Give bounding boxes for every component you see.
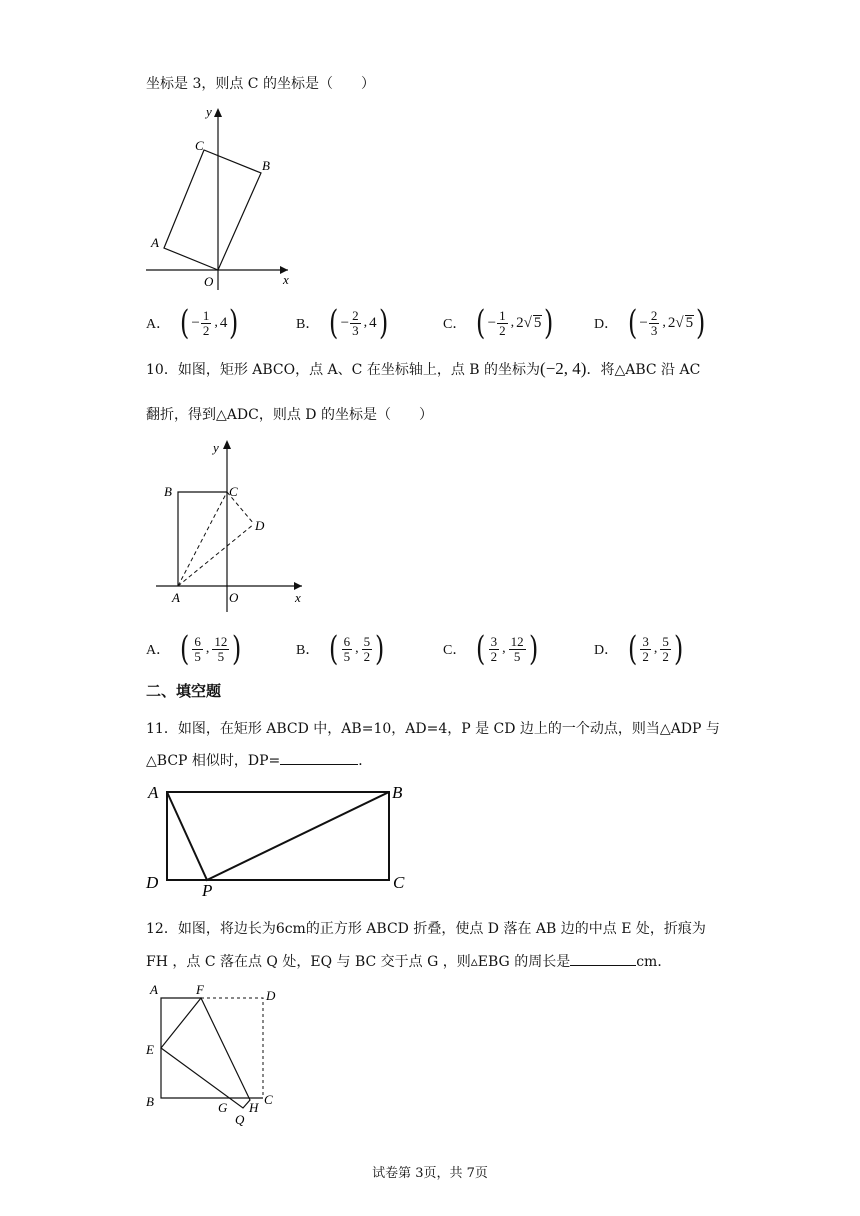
q11-label-a: A [148, 783, 159, 802]
q9-option-c[interactable]: C． ( − $\frac{1}{2}$ , 2 √ 5 ) [443, 303, 554, 343]
q11-answer-blank[interactable] [280, 764, 358, 765]
q9-label-b: B [262, 158, 270, 173]
q11-label-d: D [146, 873, 159, 892]
page-footer: 试卷第 3页，共 7页 [372, 1166, 488, 1181]
q12-label-e: E [146, 1042, 154, 1057]
q9-option-b[interactable]: B． ( − $\frac{2}{3}$ , 4 ) [296, 303, 388, 343]
q9-stem-line: 坐标是 3，则点 C 的坐标是（ ） [146, 76, 375, 92]
q11-label-p: P [202, 881, 213, 900]
q9-label-o: O [204, 274, 214, 289]
q10-option-a[interactable]: A． ( $\frac{6}{5}$ , $\frac{12}{5}$ ) [146, 629, 242, 669]
q10-segment-ad [178, 524, 254, 586]
q9-rectangle [164, 150, 261, 270]
q12-label-h: H [249, 1100, 259, 1115]
q12-label-q: Q [235, 1112, 245, 1127]
q11-figure [140, 778, 420, 900]
q9-option-a[interactable]: A． ( − $\frac{1}{2}$ , 4 ) [146, 303, 239, 343]
q10-option-c[interactable]: C． ( $\frac{3}{2}$ , $\frac{12}{5}$ ) [443, 629, 538, 669]
q11-label-b: B [392, 783, 403, 802]
q10-x-arrow [294, 582, 302, 590]
section-heading-fill-in: 二、填空题 [146, 682, 222, 700]
q10-stem-line1: 10．如图，矩形 ABCO，点 A、C 在坐标轴上，点 B 的坐标为(−2, 4)．将△ABC 沿 AC [146, 359, 701, 378]
q9-option-d[interactable]: D． ( − $\frac{2}{3}$ , 2 √ 5 ) [594, 303, 706, 343]
q12-answer-blank[interactable] [570, 965, 636, 966]
q12-label-f: F [196, 982, 204, 997]
q9-y-arrow [214, 108, 222, 117]
q9-label-x: x [283, 272, 289, 287]
q12-square-solid [161, 998, 263, 1098]
q10-label-d: D [255, 518, 265, 533]
q12-figure [140, 978, 290, 1130]
q10-option-b[interactable]: B． ( $\frac{6}{5}$ , $\frac{5}{2}$ ) [296, 629, 385, 669]
q10-label-b: B [164, 484, 172, 499]
q10-stem-line2: 翻折，得到△ADC，则点 D 的坐标是（ ） [146, 407, 433, 423]
q11-stem-line1: 11．如图，在矩形 ABCD 中，AB=10，AD=4，P 是 CD 边上的一个动点，则当△ADP 与 [146, 721, 720, 737]
q10-diagonal-ac [178, 492, 227, 586]
q10-label-x: x [295, 590, 301, 605]
q12-label-a: A [150, 982, 158, 997]
q10-figure [150, 434, 315, 614]
q12-folded-quad [161, 998, 250, 1108]
q9-figure [140, 100, 300, 295]
q9-label-c: C [195, 138, 204, 153]
q12-stem-line1: 12．如图，将边长为6cm的正方形 ABCD 折叠，使点 D 落在 AB 边的中点 E 处，折痕为 [146, 921, 706, 937]
q11-triangle-lines [167, 792, 389, 880]
q12-label-d: D [266, 988, 276, 1003]
q11-stem-line2: △BCP 相似时，DP= ． [146, 753, 373, 769]
q12-label-c: C [264, 1092, 273, 1107]
q12-stem-line2: FH ，点 C 落在点 Q 处，EQ 与 BC 交于点 G ，则▵EBG 的周长是 cm． [146, 954, 672, 970]
q9-label-a: A [151, 235, 159, 250]
q11-label-c: C [393, 873, 405, 892]
q12-label-g: G [218, 1100, 228, 1115]
q10-label-c: C [229, 484, 238, 499]
q10-label-y: y [213, 440, 219, 455]
q10-y-arrow [223, 440, 231, 449]
q10-option-d[interactable]: D． ( $\frac{3}{2}$ , $\frac{5}{2}$ ) [594, 629, 684, 669]
q10-label-o: O [229, 590, 239, 605]
q10-label-a: A [172, 590, 180, 605]
q9-label-y: y [206, 104, 212, 119]
q12-square-dashed [201, 998, 263, 1098]
q12-label-b: B [146, 1094, 154, 1109]
